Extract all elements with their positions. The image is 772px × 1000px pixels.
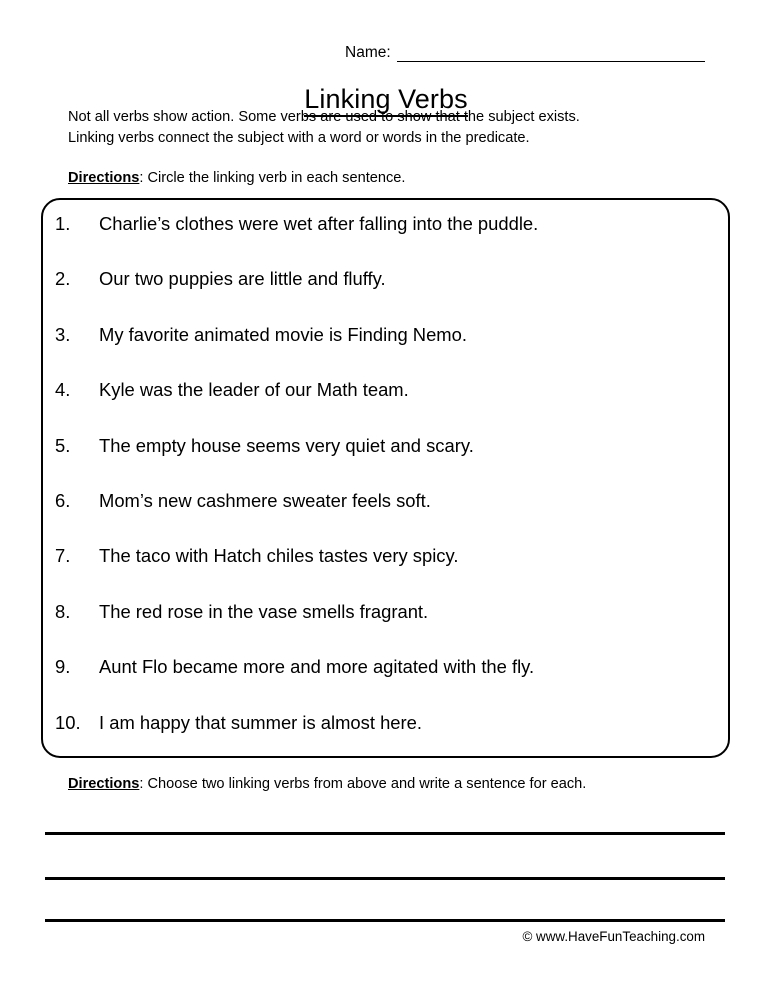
sentence-number: 2. xyxy=(55,268,71,290)
sentence-item[interactable] xyxy=(55,489,718,544)
name-field-row xyxy=(345,44,705,62)
page-title-text: Linking Verbs xyxy=(304,84,467,117)
directions-text-1: : Circle the linking verb in each sentence. xyxy=(139,170,406,186)
sentence-number: 7. xyxy=(55,545,71,567)
sentence-item[interactable] xyxy=(55,434,718,489)
sentence-text: The taco with Hatch chiles tastes very spicy. xyxy=(99,545,459,567)
intro-line-2: Linking verbs connect the subject with a word or words in the predicate. xyxy=(68,129,530,146)
sentence-item[interactable] xyxy=(55,378,718,433)
sentence-text: The red rose in the vase smells fragrant. xyxy=(99,600,429,622)
intro-paragraph xyxy=(68,107,708,148)
sentence-text: Kyle was the leader of our Math team. xyxy=(99,379,409,401)
sentence-text: The empty house seems very quiet and scary. xyxy=(99,434,474,456)
sentence-number: 4. xyxy=(55,379,71,401)
sentence-number: 8. xyxy=(55,600,71,622)
directions-circle xyxy=(68,169,405,188)
answer-line-1[interactable] xyxy=(45,832,725,835)
intro-line-1: Not all verbs show action. Some verbs are used to show that the subject exists. xyxy=(68,109,580,125)
sentence-item[interactable] xyxy=(55,544,718,599)
sentence-number: 3. xyxy=(55,323,71,345)
sentence-text: My favorite animated movie is Finding Nemo. xyxy=(99,323,467,345)
sentence-item[interactable] xyxy=(55,267,718,322)
directions-write xyxy=(68,775,586,794)
sentence-text: Our two puppies are little and fluffy. xyxy=(99,268,386,290)
sentence-text: I am happy that summer is almost here. xyxy=(99,711,422,733)
sentence-number: 9. xyxy=(55,656,71,678)
directions-text-2: : Choose two linking verbs from above and write a sentence for each. xyxy=(139,776,587,792)
sentence-item[interactable] xyxy=(55,655,718,710)
name-label: Name: xyxy=(345,44,391,61)
sentence-box xyxy=(41,198,730,758)
footer-credit: © www.HaveFunTeaching.com xyxy=(522,929,705,944)
sentence-number: 10. xyxy=(55,711,81,733)
sentence-number: 6. xyxy=(55,489,71,511)
sentence-text: Aunt Flo became more and more agitated with the fly. xyxy=(99,656,535,678)
sentence-item[interactable] xyxy=(55,323,718,378)
sentence-list xyxy=(55,212,718,766)
sentence-item[interactable] xyxy=(55,212,718,267)
sentence-text: Mom’s new cashmere sweater feels soft. xyxy=(99,489,431,511)
directions-label-1: Directions xyxy=(68,170,140,186)
directions-label-2: Directions xyxy=(68,776,140,792)
sentence-item[interactable] xyxy=(55,711,718,766)
answer-line-3[interactable] xyxy=(45,919,725,922)
sentence-number: 5. xyxy=(55,434,71,456)
name-input-blank[interactable] xyxy=(397,45,705,62)
sentence-item[interactable] xyxy=(55,600,718,655)
sentence-text: Charlie’s clothes were wet after falling into the puddle. xyxy=(99,213,539,234)
answer-line-2[interactable] xyxy=(45,877,725,880)
sentence-number: 1. xyxy=(55,213,71,234)
